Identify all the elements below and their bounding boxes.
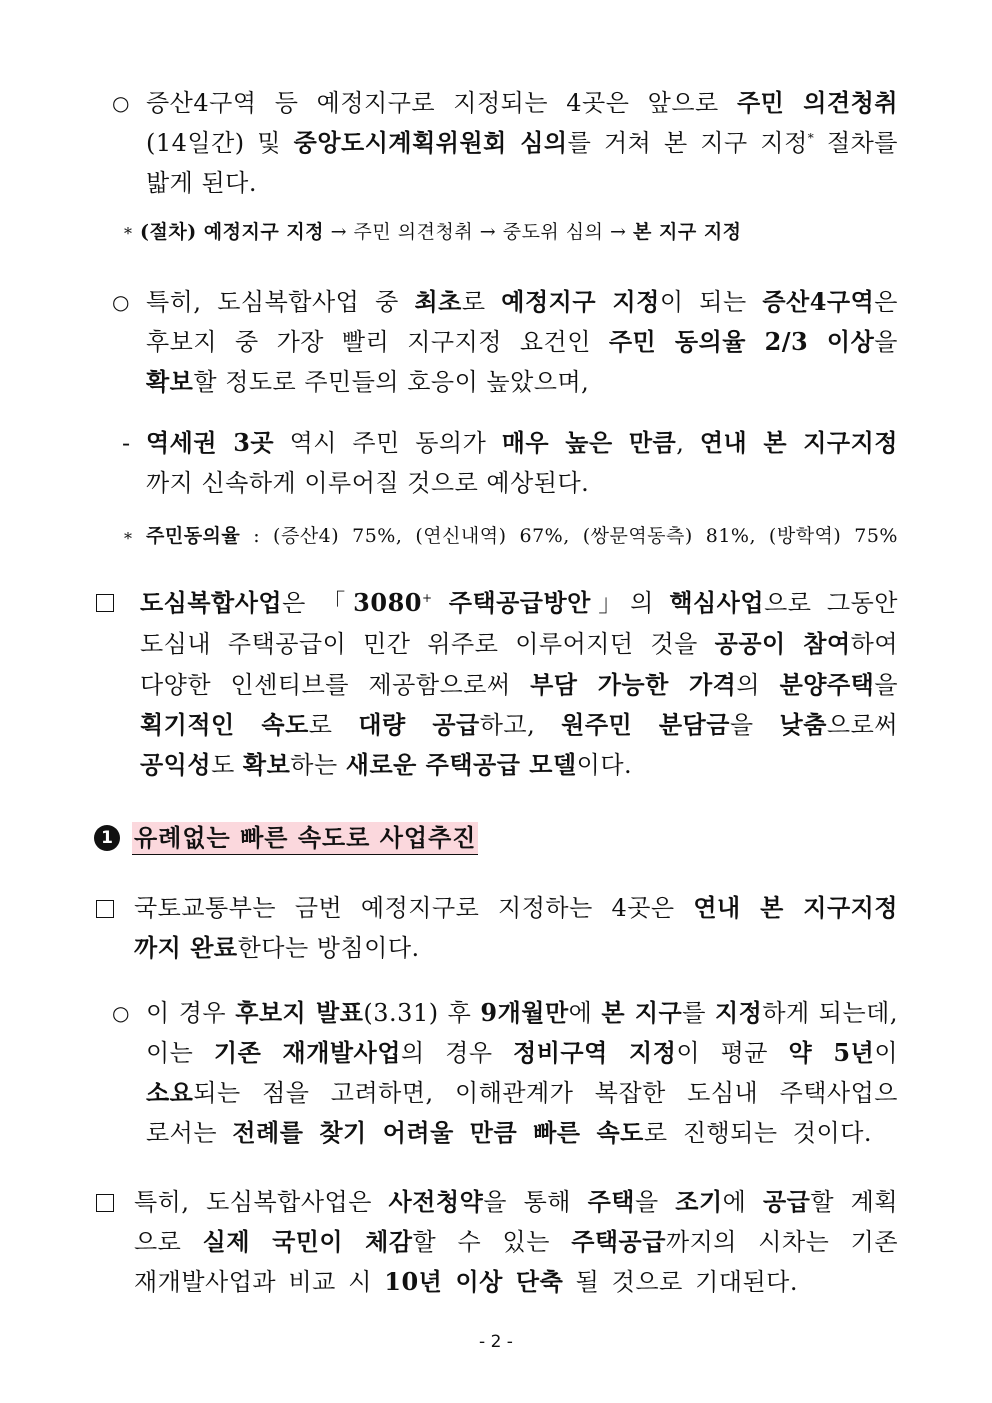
consent-rate-note: 주민동의율 : (증산4) 75%, (연신내역) 67%, (쌍문역동측) 81%, (방학역) 75% xyxy=(146,525,898,547)
circle-bullet: ○ xyxy=(112,91,130,115)
text-line: 국토교통부는 금번 예정지구로 지정하는 4곳은 연내 본 지구지정 xyxy=(134,893,898,922)
text-line: 확보할 정도로 주민들의 호응이 높았으며, xyxy=(146,367,590,396)
text-line: 증산4구역 등 예정지구로 지정되는 4곳은 앞으로 주민 의견청취 xyxy=(146,88,898,117)
text-line: 까지 완료한다는 방침이다. xyxy=(134,933,420,962)
text-line: 도심복합사업은 「3080+ 주택공급방안」의 핵심사업으로 그동안 xyxy=(140,588,898,617)
text-line: 으로 실제 국민이 체감할 수 있는 주택공급까지의 시차는 기존 xyxy=(134,1227,899,1256)
text-line: 밟게 된다. xyxy=(146,169,257,197)
text-line: 이는 기존 재개발사업의 경우 정비구역 지정이 평균 약 5년이 xyxy=(146,1038,898,1067)
text-line: 도심내 주택공급이 민간 위주로 이루어지던 것을 공공이 참여하여 xyxy=(140,629,899,658)
page-number: - 2 - xyxy=(479,1332,513,1352)
section-heading-text: 유례없는 빠른 속도로 사업추진 xyxy=(132,822,478,855)
text-line: 재개발사업과 비교 시 10년 이상 단축 될 것으로 기대된다. xyxy=(134,1267,798,1296)
procedure-note: (절차) 예정지구 지정 → 주민 의견청취 → 중도위 심의 → 본 지구 지정 xyxy=(140,221,742,243)
text-line: 로서는 전례를 찾기 어려울 만큼 빠른 속도로 진행되는 것이다. xyxy=(146,1118,873,1147)
text-line: 다양한 인센티브를 제공함으로써 부담 가능한 가격의 분양주택을 xyxy=(140,670,899,699)
text-line: 후보지 중 가장 빨리 지구지정 요건인 주민 동의율 2/3 이상을 xyxy=(146,327,898,356)
text-line: 공익성도 확보하는 새로운 주택공급 모델이다. xyxy=(140,750,633,779)
footnote-star: * xyxy=(124,224,132,243)
text-line: 특히, 도심복합사업은 사전청약을 통해 주택을 조기에 공급할 계획 xyxy=(134,1187,898,1216)
text-line: 역세권 3곳 역시 주민 동의가 매우 높은 만큼, 연내 본 지구지정 xyxy=(146,428,898,457)
checkbox-bullet xyxy=(96,594,114,612)
checkbox-bullet xyxy=(96,1194,114,1212)
dash-bullet: - xyxy=(122,429,131,457)
footnote-star: * xyxy=(124,529,132,548)
section-number: 1 xyxy=(94,825,120,851)
text-line: (14일간) 및 중앙도시계획위원회 심의를 거쳐 본 지구 지정* 절차를 xyxy=(146,128,898,157)
circle-bullet: ○ xyxy=(112,1001,130,1025)
text-line: 까지 신속하게 이루어질 것으로 예상된다. xyxy=(146,469,590,497)
text-line: 이 경우 후보지 발표(3.31) 후 9개월만에 본 지구를 지정하게 되는데, xyxy=(146,998,898,1027)
text-line: 획기적인 속도로 대량 공급하고, 원주민 분담금을 낮춤으로써 xyxy=(140,710,898,739)
checkbox-bullet xyxy=(96,900,114,918)
text-line: 특히, 도심복합사업 중 최초로 예정지구 지정이 되는 증산4구역은 xyxy=(146,287,898,316)
text-line: 소요되는 점을 고려하면, 이해관계가 복잡한 도심내 주택사업으 xyxy=(146,1078,898,1107)
circle-bullet: ○ xyxy=(112,290,130,314)
section-heading xyxy=(94,822,478,854)
